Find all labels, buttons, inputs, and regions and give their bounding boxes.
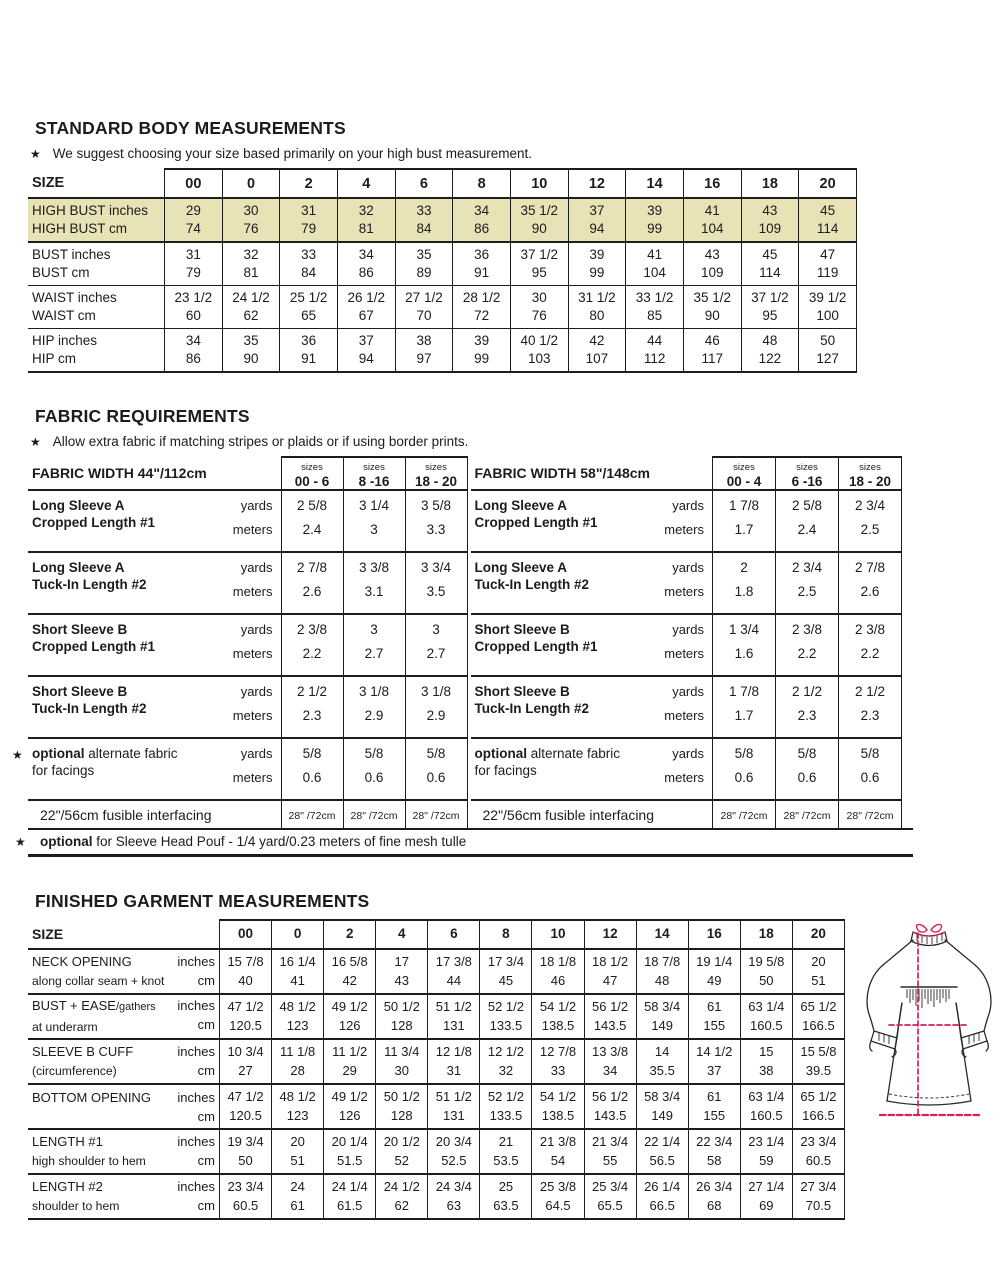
row-label: Short Sleeve B Tuck-In Length #2 [28,676,203,738]
measurement-cell: 26 3/4 68 [688,1174,740,1219]
yardage-cell: 3 1/8 2.9 [343,676,405,738]
measurement-cell: 50 1/2 128 [376,1084,428,1129]
measurement-cell: 34 86 [337,242,395,286]
fabric-width-header: FABRIC WIDTH 44"/112cm [28,457,281,490]
measurement-cell: 42 107 [568,329,626,373]
measurement-cell: 37 94 [337,329,395,373]
measurement-cell: 21 3/8 54 [532,1129,584,1174]
yardage-cell: 3 1/4 3 [343,490,405,552]
interfacing-label: 22"/56cm fusible interfacing [40,806,212,823]
row-label: Short Sleeve B Tuck-In Length #2 [471,676,636,738]
yardage-cell: 3 3/8 3.1 [343,552,405,614]
measurement-cell: 24 1/2 62 [376,1174,428,1219]
row-label: Short Sleeve B Cropped Length #1 [28,614,203,676]
unit-label: yards meters [203,676,281,738]
measurement-cell: 16 5/8 42 [324,949,376,994]
measurement-cell: 19 5/8 50 [740,949,792,994]
measurement-cell: 54 1/2 138.5 [532,1084,584,1129]
yardage-cell: 5/8 0.6 [343,738,405,800]
measurement-cell: 37 1/2 95 [510,242,568,286]
measurement-cell: 23 3/4 60.5 [792,1129,844,1174]
measurement-cell: 41 104 [683,198,741,242]
measurement-cell: 65 1/2 166.5 [792,994,844,1039]
yardage-cell: 3 2.7 [405,614,467,676]
measurement-cell: 51 1/2 131 [428,994,480,1039]
fabric-width-58-table [471,456,903,828]
interfacing-cell: 28" /72cm [405,800,467,828]
row-label: BOTTOM OPENING inches cm [28,1084,220,1129]
measurement-cell: 54 1/2 138.5 [532,994,584,1039]
yardage-cell: 2 3/8 2.2 [839,614,902,676]
yardage-cell: 2 7/8 2.6 [281,552,343,614]
measurement-cell: 10 3/4 27 [220,1039,272,1084]
measurement-cell: 29 74 [165,198,223,242]
measurement-cell: 50 1/2 128 [376,994,428,1039]
measurement-cell: 51 1/2 131 [428,1084,480,1129]
size-column-header: 00 [220,920,272,949]
measurement-cell: 15 38 [740,1039,792,1084]
measurement-cell: 34 86 [453,198,511,242]
size-column-header: 12 [568,169,626,198]
yardage-cell: 2 3/4 2.5 [839,490,902,552]
measurement-cell: 18 7/8 48 [636,949,688,994]
measurement-cell: 33 84 [395,198,453,242]
yardage-cell: 3 1/8 2.9 [405,676,467,738]
yardage-cell: 1 7/8 1.7 [713,676,776,738]
measurement-cell: 39 99 [626,198,684,242]
table-row [28,490,467,552]
size-group-header: sizes 00 - 6 [281,457,343,490]
yardage-cell: 2 1.8 [713,552,776,614]
yardage-cell: 5/8 0.6 [281,738,343,800]
measurement-cell: 12 1/2 32 [480,1039,532,1084]
measurement-cell: 43 109 [741,198,799,242]
measurement-cell: 14 1/2 37 [688,1039,740,1084]
measurement-cell: 26 1/2 67 [337,286,395,329]
fabric-width-header: FABRIC WIDTH 58"/148cm [471,457,713,490]
table-row [28,329,857,373]
size-group-header: sizes 18 - 20 [405,457,467,490]
table-row [28,676,467,738]
size-column-header: 00 [165,169,223,198]
yardage-cell: 2 3/8 2.2 [776,614,839,676]
measurement-cell: 31 79 [165,242,223,286]
size-column-header: 18 [740,920,792,949]
table-row [28,738,467,800]
size-group-header: sizes 00 - 4 [713,457,776,490]
fabric-requirements-title: FABRIC REQUIREMENTS [35,406,250,426]
measurement-cell: 25 63.5 [480,1174,532,1219]
measurement-cell: 24 3/4 63 [428,1174,480,1219]
measurement-cell: 34 86 [165,329,223,373]
row-label: WAIST inches WAIST cm [28,286,165,329]
tulle-note-bold: optional [40,834,93,849]
interfacing-cell: 28" /72cm [343,800,405,828]
yardage-cell: 5/8 0.6 [405,738,467,800]
size-column-header: 18 [741,169,799,198]
finished-garment-area [0,919,1000,1220]
yardage-cell: 2 1/2 2.3 [776,676,839,738]
measurement-cell: 15 7/8 40 [220,949,272,994]
size-column-header: 4 [376,920,428,949]
measurement-cell: 35 1/2 90 [683,286,741,329]
measurement-cell: 45 114 [741,242,799,286]
size-header-row [28,920,845,949]
yardage-cell: 2 1/2 2.3 [281,676,343,738]
measurement-cell: 63 1/4 160.5 [740,994,792,1039]
measurement-cell: 35 89 [395,242,453,286]
unit-label: yards meters [636,614,713,676]
measurement-cell: 36 91 [280,329,338,373]
row-label: HIP inches HIP cm [28,329,165,373]
measurement-cell: 33 84 [280,242,338,286]
table-row [471,552,902,614]
measurement-cell: 25 1/2 65 [280,286,338,329]
measurement-cell: 39 99 [453,329,511,373]
measurement-cell: 47 1/2 120.5 [220,1084,272,1129]
size-column-header: 4 [337,169,395,198]
size-column-header: 10 [532,920,584,949]
size-column-header: 2 [280,169,338,198]
size-header-row [28,169,857,198]
unit-label: yards meters [636,738,713,800]
measurement-cell: 48 122 [741,329,799,373]
measurement-cell: 52 1/2 133.5 [480,994,532,1039]
unit-label: yards meters [203,490,281,552]
measurement-cell: 43 109 [683,242,741,286]
size-group-header: sizes 6 -16 [776,457,839,490]
row-label: LENGTH #1 high shoulder to hem inches cm [28,1129,220,1174]
measurement-cell: 52 1/2 133.5 [480,1084,532,1129]
fabric-header-row [471,457,902,490]
measurement-cell: 38 97 [395,329,453,373]
measurement-cell: 49 1/2 126 [324,1084,376,1129]
row-label: LENGTH #2 shoulder to hem inches cm [28,1174,220,1219]
size-column-header: 20 [792,920,844,949]
measurement-cell: 23 3/4 60.5 [220,1174,272,1219]
size-column-header: 16 [683,169,741,198]
measurement-cell: 23 1/2 60 [165,286,223,329]
measurement-cell: 25 3/4 65.5 [584,1174,636,1219]
row-label: Long Sleeve A Cropped Length #1 [28,490,203,552]
measurement-cell: 14 35.5 [636,1039,688,1084]
measurement-cell: 50 127 [799,329,857,373]
measurement-cell: 27 3/4 70.5 [792,1174,844,1219]
measurement-cell: 32 81 [337,198,395,242]
interfacing-cell: 28" /72cm [713,800,776,828]
measurement-cell: 45 114 [799,198,857,242]
blouse-illustration [861,919,999,1123]
measurement-cell: 49 1/2 126 [324,994,376,1039]
table-row [471,614,902,676]
size-group-header: sizes 8 -16 [343,457,405,490]
measurement-cell: 23 1/4 59 [740,1129,792,1174]
measurement-cell: 24 61 [272,1174,324,1219]
measurement-cell: 11 3/4 30 [376,1039,428,1084]
measurement-cell: 31 1/2 80 [568,286,626,329]
measurement-cell: 13 3/8 34 [584,1039,636,1084]
measurement-cell: 16 1/4 41 [272,949,324,994]
measurement-cell: 58 3/4 149 [636,1084,688,1129]
fabric-requirements-note [30,434,1000,449]
measurement-cell: 61 155 [688,994,740,1039]
size-column-header: 6 [395,169,453,198]
measurement-cell: 18 1/8 46 [532,949,584,994]
measurement-cell: 30 76 [510,286,568,329]
yardage-cell: 2 3/4 2.5 [776,552,839,614]
measurement-cell: 47 1/2 120.5 [220,994,272,1039]
size-column-header: 10 [510,169,568,198]
unit-label: yards meters [203,738,281,800]
yardage-cell: 2 3/8 2.2 [281,614,343,676]
measurement-cell: 28 1/2 72 [453,286,511,329]
measurement-cell: 21 3/4 55 [584,1129,636,1174]
measurement-cell: 65 1/2 166.5 [792,1084,844,1129]
measurement-cell: 35 1/2 90 [510,198,568,242]
size-column-header: 12 [584,920,636,949]
measurement-cell: 37 94 [568,198,626,242]
size-column-header: 0 [272,920,324,949]
measurement-cell: 17 3/8 44 [428,949,480,994]
interfacing-cell: 28" /72cm [281,800,343,828]
yardage-cell: 2 5/8 2.4 [281,490,343,552]
body-measurements-note [30,146,1000,161]
table-row [28,198,857,242]
table-row [28,949,845,994]
measurement-cell: 41 104 [626,242,684,286]
unit-label: yards meters [636,552,713,614]
measurement-cell: 15 5/8 39.5 [792,1039,844,1084]
measurement-cell: 21 53.5 [480,1129,532,1174]
tulle-note-bar [15,828,913,857]
row-label: optional alternate fabric for facings [471,738,636,800]
size-column-header: 14 [636,920,688,949]
measurement-cell: 12 7/8 33 [532,1039,584,1084]
measurement-cell: 20 51 [272,1129,324,1174]
unit-label: yards meters [636,676,713,738]
measurement-cell: 61 155 [688,1084,740,1129]
interfacing-label: 22"/56cm fusible interfacing [482,806,655,823]
measurement-cell: 48 1/2 123 [272,994,324,1039]
measurement-cell: 22 1/4 56.5 [636,1129,688,1174]
measurement-cell: 63 1/4 160.5 [740,1084,792,1129]
size-column-header: 20 [799,169,857,198]
measurement-cell: 37 1/2 95 [741,286,799,329]
unit-label: yards meters [636,490,713,552]
measurement-cell: 56 1/2 143.5 [584,1084,636,1129]
interfacing-cell: 28" /72cm [776,800,839,828]
table-row [28,614,467,676]
measurement-cell: 46 117 [683,329,741,373]
measurement-cell: 32 81 [222,242,280,286]
finished-garment-title: FINISHED GARMENT MEASUREMENTS [35,891,370,911]
measurement-cell: 47 119 [799,242,857,286]
interfacing-cell: 28" /72cm [839,800,902,828]
row-label: BUST + EASE/gathers at underarm inches cm [28,994,220,1039]
measurement-cell: 19 1/4 49 [688,949,740,994]
measurement-cell: 30 76 [222,198,280,242]
measurement-cell: 56 1/2 143.5 [584,994,636,1039]
measurement-cell: 24 1/2 62 [222,286,280,329]
yardage-cell: 2 5/8 2.4 [776,490,839,552]
measurement-cell: 20 3/4 52.5 [428,1129,480,1174]
star-icon: ★ [15,835,26,849]
star-icon: ★ [30,147,41,161]
row-label: SLEEVE B CUFF (circumference) inches cm [28,1039,220,1084]
interfacing-row [471,800,902,828]
tulle-note-text: for Sleeve Head Pouf - 1/4 yard/0.23 meters of fine mesh tulle [92,834,467,849]
measurement-cell: 48 1/2 123 [272,1084,324,1129]
finished-garment-table [28,919,845,1220]
star-icon: ★ [12,748,23,762]
yardage-cell: 3 2.7 [343,614,405,676]
size-column-header: 16 [688,920,740,949]
yardage-cell: 2 7/8 2.6 [839,552,902,614]
row-label: Long Sleeve A Tuck-In Length #2 [471,552,636,614]
fabric-width-44-table [12,456,468,828]
table-row [28,552,467,614]
table-row [28,1084,845,1129]
measurement-cell: 20 1/2 52 [376,1129,428,1174]
table-row [28,1174,845,1219]
measurement-cell: 39 1/2 100 [799,286,857,329]
body-measurements-table [28,168,857,373]
size-corner-label: SIZE [28,920,220,949]
table-row [28,1129,845,1174]
table-row [28,994,845,1039]
measurement-cell: 31 79 [280,198,338,242]
size-column-header: 8 [453,169,511,198]
row-label: ★ optional alternate fabric for facings [28,738,203,800]
size-column-header: 14 [626,169,684,198]
measurement-cell: 26 1/4 66.5 [636,1174,688,1219]
measurement-cell: 36 91 [453,242,511,286]
measurement-cell: 18 1/2 47 [584,949,636,994]
note-text: Allow extra fabric if matching stripes or plaids or if using border prints. [52,434,469,449]
measurement-cell: 11 1/2 29 [324,1039,376,1084]
measurement-cell: 27 1/4 69 [740,1174,792,1219]
measurement-cell: 17 43 [376,949,428,994]
row-label: NECK OPENING along collar seam + knot inches cm [28,949,220,994]
measurement-cell: 12 1/8 31 [428,1039,480,1084]
size-column-header: 8 [480,920,532,949]
row-label: Long Sleeve A Cropped Length #1 [471,490,636,552]
measurement-cell: 22 3/4 58 [688,1129,740,1174]
measurement-cell: 40 1/2 103 [510,329,568,373]
yardage-cell: 3 3/4 3.5 [405,552,467,614]
yardage-cell: 1 3/4 1.6 [713,614,776,676]
fabric-tables [12,456,1000,828]
yardage-cell: 1 7/8 1.7 [713,490,776,552]
measurement-cell: 58 3/4 149 [636,994,688,1039]
note-text: We suggest choosing your size based primarily on your high bust measurement. [52,146,533,161]
size-column-header: 6 [428,920,480,949]
row-label: Short Sleeve B Cropped Length #1 [471,614,636,676]
measurement-cell: 27 1/2 70 [395,286,453,329]
table-row [471,676,902,738]
measurement-cell: 17 3/4 45 [480,949,532,994]
unit-label: yards meters [203,552,281,614]
row-label: BUST inches BUST cm [28,242,165,286]
yardage-cell: 5/8 0.6 [713,738,776,800]
yardage-cell: 5/8 0.6 [776,738,839,800]
table-row [28,242,857,286]
measurement-cell: 33 1/2 85 [626,286,684,329]
table-row [471,738,902,800]
measurement-cell: 20 1/4 51.5 [324,1129,376,1174]
size-column-header: 0 [222,169,280,198]
measurement-cell: 19 3/4 50 [220,1129,272,1174]
yardage-cell: 5/8 0.6 [839,738,902,800]
row-label: Long Sleeve A Tuck-In Length #2 [28,552,203,614]
measurement-cell: 20 51 [792,949,844,994]
measurement-cell: 25 3/8 64.5 [532,1174,584,1219]
table-row [28,286,857,329]
size-group-header: sizes 18 - 20 [839,457,902,490]
unit-label: yards meters [203,614,281,676]
table-row [471,490,902,552]
size-corner-label: SIZE [28,169,165,198]
row-label: HIGH BUST inches HIGH BUST cm [28,198,165,242]
size-column-header: 2 [324,920,376,949]
measurement-cell: 11 1/8 28 [272,1039,324,1084]
measurement-cell: 24 1/4 61.5 [324,1174,376,1219]
table-row [28,1039,845,1084]
yardage-cell: 3 5/8 3.3 [405,490,467,552]
measurement-cell: 39 99 [568,242,626,286]
yardage-cell: 2 1/2 2.3 [839,676,902,738]
body-measurements-title: STANDARD BODY MEASUREMENTS [35,118,346,138]
fabric-header-row [28,457,467,490]
star-icon: ★ [30,435,41,449]
measurement-cell: 44 112 [626,329,684,373]
interfacing-row [28,800,467,828]
measurement-cell: 35 90 [222,329,280,373]
